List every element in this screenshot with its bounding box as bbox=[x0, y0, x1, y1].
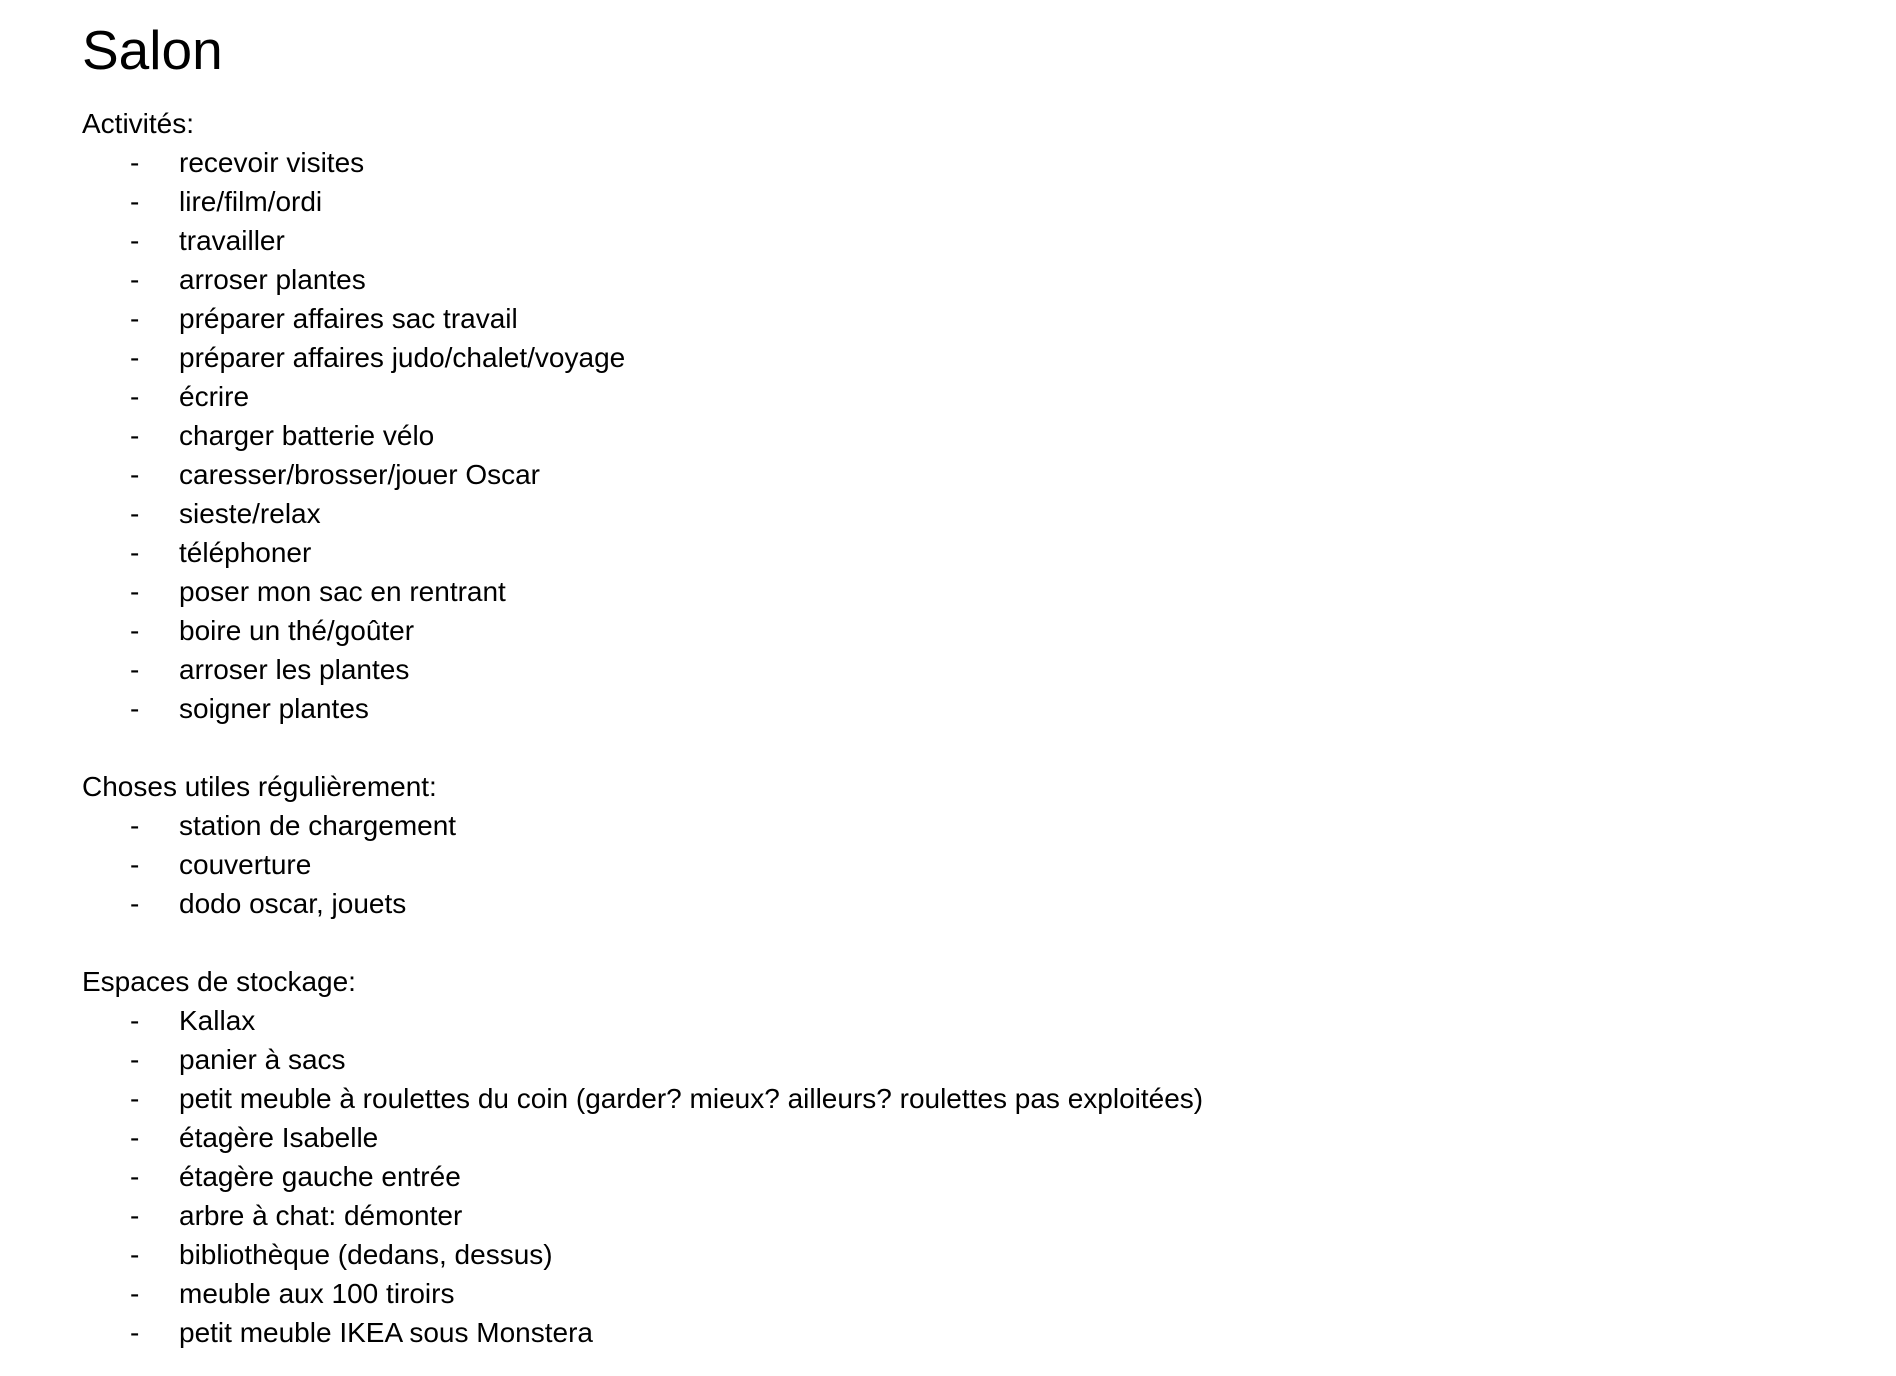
list-item bbox=[82, 143, 1862, 182]
dash-bullet: - bbox=[130, 1005, 140, 1036]
list-item bbox=[82, 1079, 1862, 1118]
section-activites bbox=[82, 104, 1862, 728]
list-item bbox=[82, 650, 1862, 689]
list-item-text: arroser plantes bbox=[179, 264, 366, 295]
list-item-text: écrire bbox=[179, 381, 250, 412]
list-item bbox=[82, 1157, 1862, 1196]
list-item-text: étagère gauche entrée bbox=[179, 1161, 461, 1192]
list-item-text: petit meuble à roulettes du coin (garder? mieux? ailleurs? roulettes pas exploitées) bbox=[179, 1083, 1204, 1114]
dash-bullet: - bbox=[130, 888, 140, 919]
list-item bbox=[82, 494, 1862, 533]
list-item bbox=[82, 1001, 1862, 1040]
section-spacer bbox=[82, 923, 1862, 962]
list-item bbox=[82, 1235, 1862, 1274]
dash-bullet: - bbox=[130, 1083, 140, 1114]
list-item bbox=[82, 806, 1862, 845]
document-page bbox=[82, 12, 1862, 1352]
list-item-text: poser mon sac en rentrant bbox=[179, 576, 506, 607]
dash-bullet: - bbox=[130, 1317, 140, 1348]
section-choses-utiles bbox=[82, 767, 1862, 923]
list-item bbox=[82, 260, 1862, 299]
dash-bullet: - bbox=[130, 849, 140, 880]
dash-bullet: - bbox=[130, 303, 140, 334]
activities-list bbox=[82, 143, 1862, 728]
list-item-text: travailler bbox=[179, 225, 285, 256]
list-item-text: préparer affaires judo/chalet/voyage bbox=[179, 342, 626, 373]
section-espaces-stockage bbox=[82, 962, 1862, 1352]
list-item bbox=[82, 884, 1862, 923]
list-item-text: charger batterie vélo bbox=[179, 420, 435, 451]
dash-bullet: - bbox=[130, 810, 140, 841]
list-item-text: lire/film/ordi bbox=[179, 186, 323, 217]
list-item bbox=[82, 533, 1862, 572]
list-item bbox=[82, 845, 1862, 884]
list-item bbox=[82, 182, 1862, 221]
list-item-text: recevoir visites bbox=[179, 147, 365, 178]
list-item-text: boire un thé/goûter bbox=[179, 615, 415, 646]
dash-bullet: - bbox=[130, 654, 140, 685]
dash-bullet: - bbox=[130, 576, 140, 607]
list-item bbox=[82, 377, 1862, 416]
list-item bbox=[82, 455, 1862, 494]
list-item bbox=[82, 299, 1862, 338]
useful-things-list bbox=[82, 806, 1862, 923]
page-title: Salon bbox=[82, 19, 223, 81]
list-item-text: préparer affaires sac travail bbox=[179, 303, 518, 334]
dash-bullet: - bbox=[130, 147, 140, 178]
list-item bbox=[82, 1313, 1862, 1352]
section-heading: Activités: bbox=[82, 108, 195, 139]
dash-bullet: - bbox=[130, 420, 140, 451]
list-item-text: arroser les plantes bbox=[179, 654, 410, 685]
dash-bullet: - bbox=[130, 1122, 140, 1153]
dash-bullet: - bbox=[130, 1239, 140, 1270]
list-item bbox=[82, 338, 1862, 377]
dash-bullet: - bbox=[130, 498, 140, 529]
list-item bbox=[82, 572, 1862, 611]
list-item bbox=[82, 221, 1862, 260]
list-item bbox=[82, 611, 1862, 650]
list-item bbox=[82, 416, 1862, 455]
storage-list bbox=[82, 1001, 1862, 1352]
section-heading: Espaces de stockage: bbox=[82, 966, 356, 997]
dash-bullet: - bbox=[130, 459, 140, 490]
list-item-text: bibliothèque (dedans, dessus) bbox=[179, 1239, 553, 1270]
list-item-text: soigner plantes bbox=[179, 693, 369, 724]
section-heading: Choses utiles régulièrement: bbox=[82, 771, 437, 802]
list-item bbox=[82, 1196, 1862, 1235]
dash-bullet: - bbox=[130, 1044, 140, 1075]
list-item bbox=[82, 689, 1862, 728]
dash-bullet: - bbox=[130, 225, 140, 256]
dash-bullet: - bbox=[130, 615, 140, 646]
dash-bullet: - bbox=[130, 1161, 140, 1192]
list-item-text: caresser/brosser/jouer Oscar bbox=[179, 459, 541, 490]
dash-bullet: - bbox=[130, 693, 140, 724]
dash-bullet: - bbox=[130, 1200, 140, 1231]
list-item bbox=[82, 1040, 1862, 1079]
dash-bullet: - bbox=[130, 1278, 140, 1309]
section-spacer bbox=[82, 728, 1862, 767]
list-item-text: téléphoner bbox=[179, 537, 312, 568]
list-item-text: petit meuble IKEA sous Monstera bbox=[179, 1317, 593, 1348]
list-item-text: couverture bbox=[179, 849, 312, 880]
dash-bullet: - bbox=[130, 381, 140, 412]
dash-bullet: - bbox=[130, 186, 140, 217]
list-item-text: station de chargement bbox=[179, 810, 457, 841]
list-item-text: étagère Isabelle bbox=[179, 1122, 379, 1153]
list-item bbox=[82, 1118, 1862, 1157]
list-item-text: sieste/relax bbox=[179, 498, 321, 529]
dash-bullet: - bbox=[130, 264, 140, 295]
dash-bullet: - bbox=[130, 342, 140, 373]
list-item-text: dodo oscar, jouets bbox=[179, 888, 407, 919]
list-item bbox=[82, 1274, 1862, 1313]
dash-bullet: - bbox=[130, 537, 140, 568]
list-item-text: meuble aux 100 tiroirs bbox=[179, 1278, 455, 1309]
list-item-text: Kallax bbox=[179, 1005, 256, 1036]
list-item-text: arbre à chat: démonter bbox=[179, 1200, 463, 1231]
list-item-text: panier à sacs bbox=[179, 1044, 346, 1075]
